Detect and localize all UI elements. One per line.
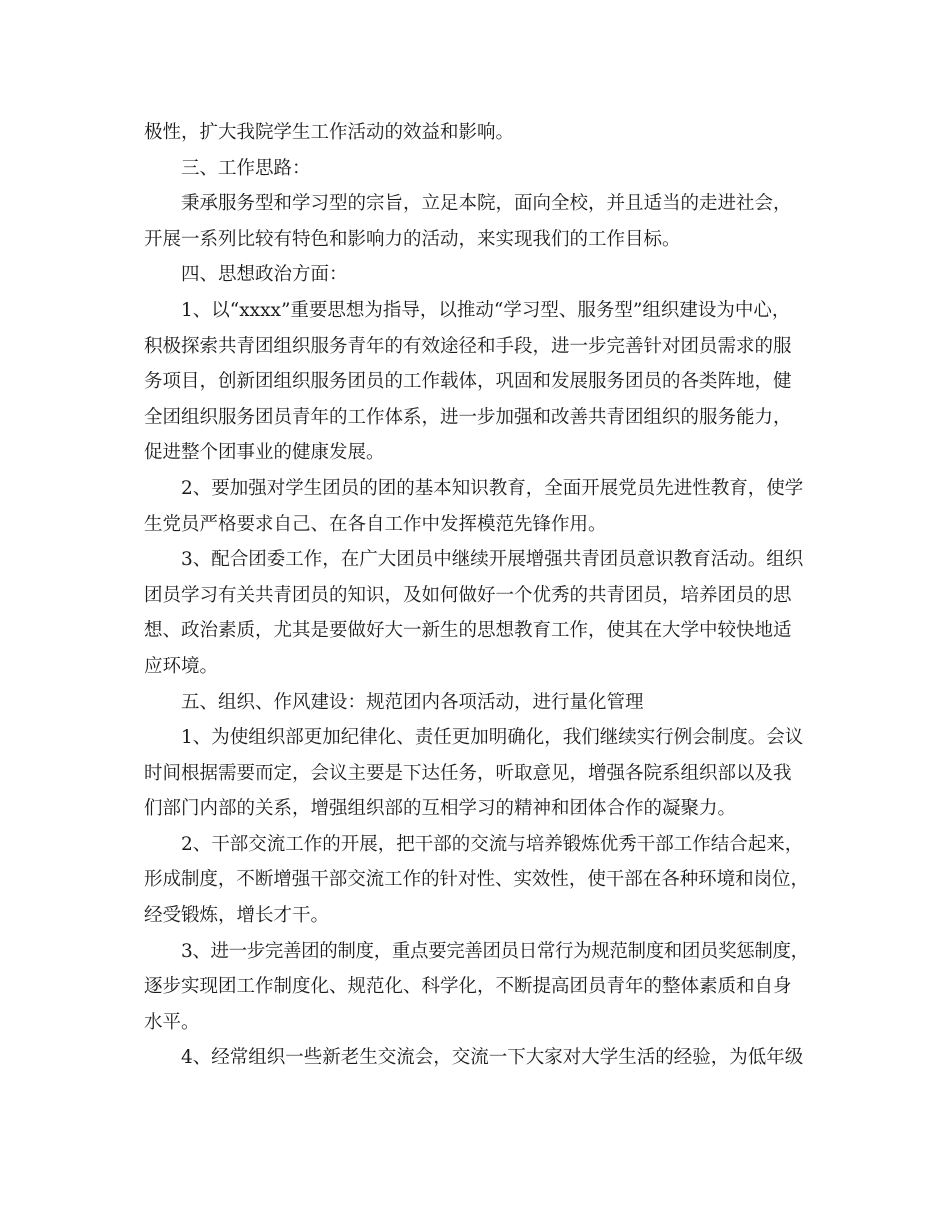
text-line: 应环境。 — [144, 655, 219, 677]
text-line: 秉承服务型和学习型的宗旨，立足本院，面向全校，并且适当的走进社会， — [181, 193, 792, 215]
text-line: 经受锻炼，增长才干。 — [144, 905, 330, 927]
text-line: 四、思想政治方面： — [181, 264, 348, 286]
text-line: 2、干部交流工作的开展，把干部的交流与培养锻炼优秀干部工作结合起来， — [181, 833, 804, 855]
text-line: 形成制度，不断增强干部交流工作的针对性、实效性，使干部在各种环境和岗位， — [144, 869, 809, 891]
text-line: 全团组织服务团员青年的工作体系，进一步加强和改善共青团组织的服务能力， — [144, 406, 792, 428]
text-line: 3、进一步完善团的制度，重点要完善团员日常行为规范制度和团员奖惩制度， — [181, 940, 809, 962]
text-line: 1、以“xxxx”重要思想为指导，以推动“学习型、服务型”组织建设为中心， — [181, 299, 791, 321]
text-line: 生党员严格要求自己、在各自工作中发挥模范先锋作用。 — [144, 513, 607, 535]
text-line: 们部门内部的关系，增强组织部的互相学习的精神和团体合作的凝聚力。 — [144, 798, 737, 820]
text-line: 积极探索共青团组织服务青年的有效途径和手段，进一步完善针对团员需求的服 — [144, 335, 792, 357]
text-line: 时间根据需要而定，会议主要是下达任务，听取意见，增强各院系组织部以及我 — [144, 762, 792, 784]
text-line: 开展一系列比较有特色和影响力的活动，来实现我们的工作目标。 — [144, 228, 681, 250]
text-line: 水平。 — [144, 1011, 200, 1033]
text-line: 五、组织、作风建设：规范团内各项活动，进行量化管理 — [181, 691, 644, 713]
text-line: 3、配合团委工作，在广大团员中继续开展增强共青团员意识教育活动。组织 — [181, 549, 804, 571]
text-line: 2、要加强对学生团员的团的基本知识教育，全面开展党员先进性教育，使学 — [181, 477, 804, 499]
text-line: 想、政治素质，尤其是要做好大一新生的思想教育工作，使其在大学中较快地适 — [144, 620, 792, 642]
text-line: 促进整个团事业的健康发展。 — [144, 442, 385, 464]
text-line: 逐步实现团工作制度化、规范化、科学化，不断提高团员青年的整体素质和自身 — [144, 976, 792, 998]
document-body — [144, 115, 809, 1076]
text-line: 极性，扩大我院学生工作活动的效益和影响。 — [144, 122, 515, 143]
text-line: 1、为使组织部更加纪律化、责任更加明确化，我们继续实行例会制度。会议 — [181, 727, 804, 749]
text-line: 4、经常组织一些新老生交流会，交流一下大家对大学生活的经验，为低年级 — [181, 1047, 804, 1069]
text-line: 三、工作思路： — [181, 157, 311, 179]
text-line: 务项目，创新团组织服务团员的工作载体，巩固和发展服务团员的各类阵地，健 — [144, 371, 792, 393]
text-line: 团员学习有关共青团员的知识，及如何做好一个优秀的共青团员，培养团员的思 — [144, 584, 792, 606]
